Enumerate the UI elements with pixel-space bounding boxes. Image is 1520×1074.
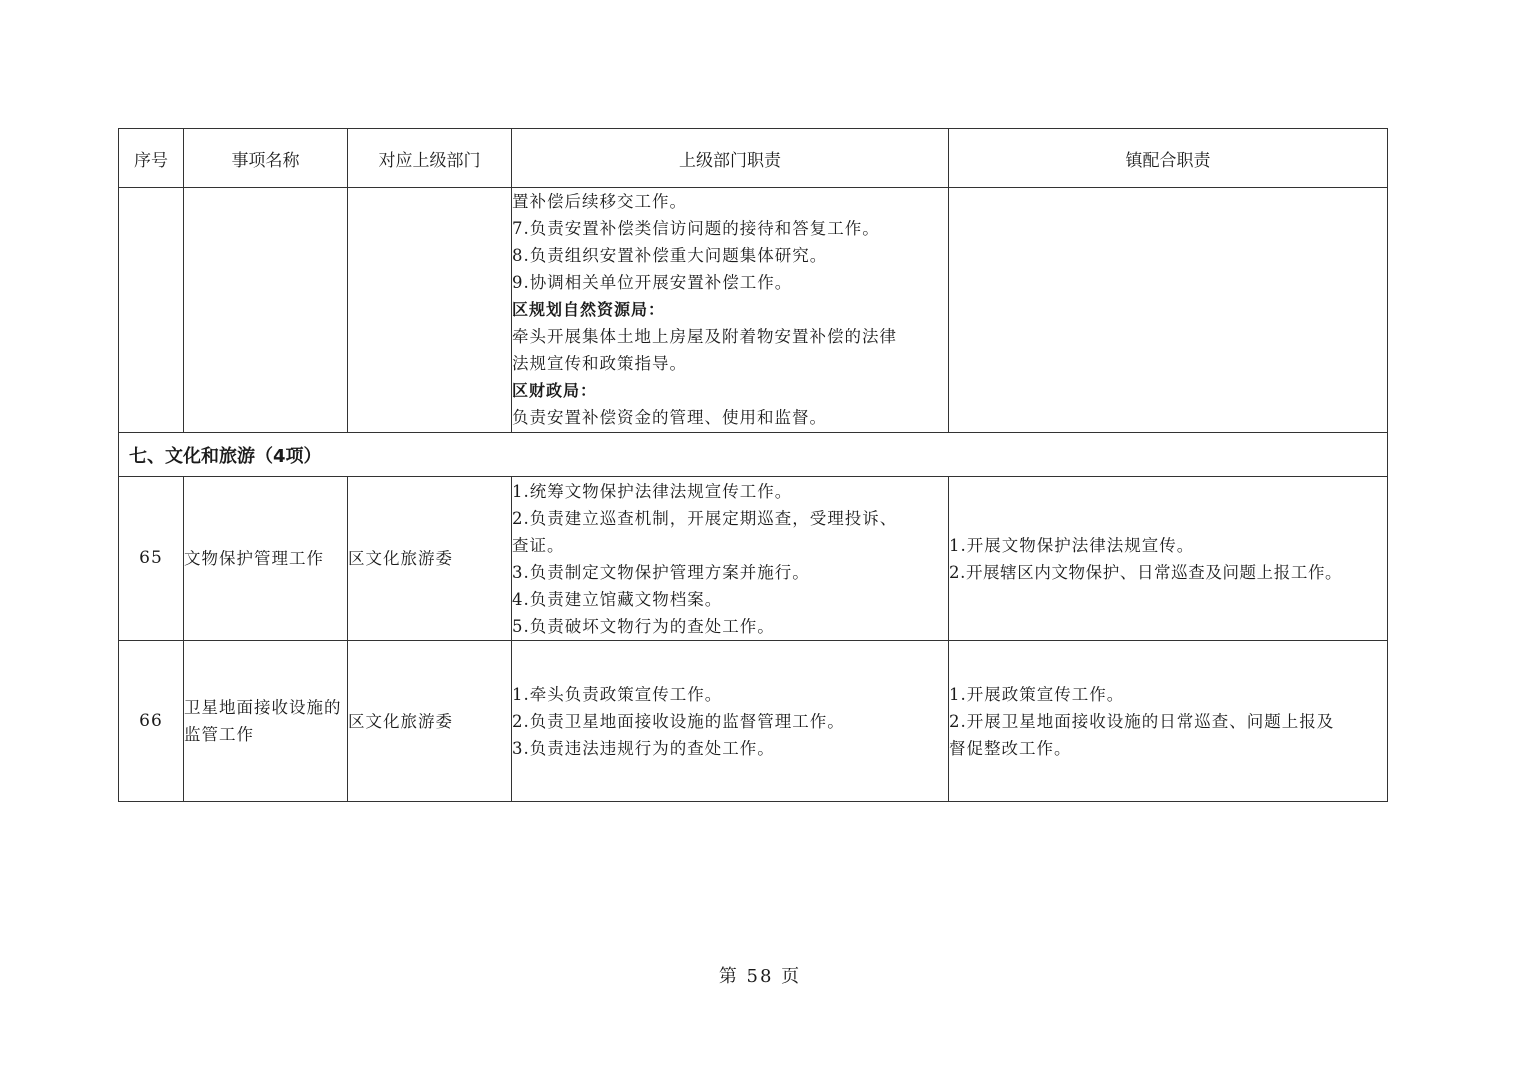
dept-heading: 区规划自然资源局： — [512, 300, 666, 319]
duty-line: 牵头开展集体土地上房屋及附着物安置补偿的法律 — [512, 327, 897, 346]
header-superior-dept: 对应上级部门 — [348, 129, 512, 188]
duty-line: 4.负责建立馆藏文物档案。 — [512, 589, 723, 609]
header-item-name: 事项名称 — [184, 129, 348, 188]
section-row — [119, 433, 1388, 477]
header-town-duties: 镇配合职责 — [949, 129, 1388, 188]
table-row — [119, 477, 1388, 641]
row-superior-dept: 区文化旅游委 — [348, 477, 512, 641]
duty-line: 9.协调相关单位开展安置补偿工作。 — [512, 273, 793, 292]
row-item-name: 文物保护管理工作 — [184, 477, 348, 641]
row-item-name — [184, 188, 348, 433]
duty-line: 法规宣传和政策指导。 — [512, 354, 687, 373]
row-superior-dept — [348, 188, 512, 433]
duty-line: 3.负责制定文物保护管理方案并施行。 — [512, 562, 810, 582]
section-title: 七、文化和旅游（4项） — [119, 433, 1388, 477]
town-duty-line: 督促整改工作。 — [949, 738, 1072, 758]
duty-line: 8.负责组织安置补偿重大问题集体研究。 — [512, 246, 828, 265]
page-number: 第 58 页 — [718, 966, 802, 987]
header-row — [119, 129, 1388, 188]
duty-line: 1.统筹文物保护法律法规宣传工作。 — [512, 481, 793, 501]
duty-table — [118, 128, 1388, 802]
row-town-duties — [949, 188, 1388, 433]
row-superior-duties — [512, 641, 949, 802]
dept-heading: 区财政局： — [512, 381, 598, 400]
header-superior-duties: 上级部门职责 — [512, 129, 949, 188]
town-duty-line: 1.开展文物保护法律法规宣传。 — [949, 535, 1195, 555]
town-duty-line: 2.开展卫星地面接收设施的日常巡查、问题上报及 — [949, 711, 1335, 731]
row-number: 65 — [119, 477, 184, 641]
row-superior-duties — [512, 477, 949, 641]
row-town-duties — [949, 641, 1388, 802]
row-town-duties — [949, 477, 1388, 641]
header-number: 序号 — [119, 129, 184, 188]
table-row — [119, 641, 1388, 802]
row-number: 66 — [119, 641, 184, 802]
duty-line: 7.负责安置补偿类信访问题的接待和答复工作。 — [512, 219, 880, 238]
town-duty-line: 1.开展政策宣传工作。 — [949, 684, 1125, 704]
row-item-name: 卫星地面接收设施的监管工作 — [184, 641, 348, 802]
duty-line: 2.负责建立巡查机制，开展定期巡查，受理投诉、 — [512, 508, 898, 528]
duty-line: 3.负责违法违规行为的查处工作。 — [512, 738, 775, 758]
row-number — [119, 188, 184, 433]
row-superior-duties — [512, 188, 949, 433]
duty-line: 5.负责破坏文物行为的查处工作。 — [512, 616, 775, 636]
duty-line: 1.牵头负责政策宣传工作。 — [512, 684, 723, 704]
duty-line: 查证。 — [512, 535, 565, 555]
duty-line: 负责安置补偿资金的管理、使用和监督。 — [512, 408, 827, 427]
town-duty-line: 2.开展辖区内文物保护、日常巡查及问题上报工作。 — [949, 562, 1343, 582]
duty-line: 置补偿后续移交工作。 — [512, 192, 687, 211]
duty-line: 2.负责卫星地面接收设施的监督管理工作。 — [512, 711, 845, 731]
table-row-continuation — [119, 188, 1388, 433]
row-superior-dept: 区文化旅游委 — [348, 641, 512, 802]
